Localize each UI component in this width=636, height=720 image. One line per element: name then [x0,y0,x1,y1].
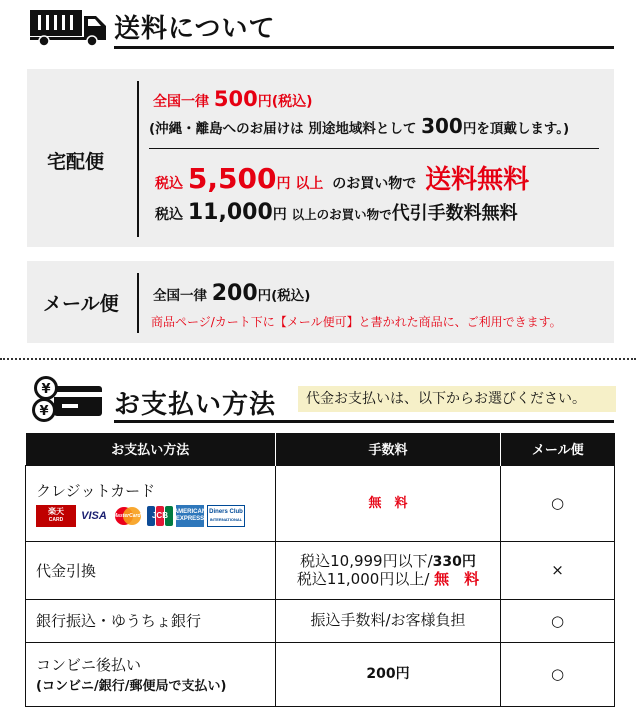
mail-available-mark: ○ [501,599,615,642]
fee-line [276,553,500,571]
fee-cell: 振込手数料/お客様負担 [276,599,501,642]
svg-text:¥: ¥ [41,382,51,397]
method-name: クレジットカード [36,481,156,500]
table-row [26,541,615,599]
fee-cell: 無 料 [276,465,501,541]
free-shipping-label: 送料無料 [425,165,530,195]
cod-prefix: 税込 [155,207,183,223]
payment-title: お支払い方法 [114,390,277,420]
rate-unit: 円 [257,94,272,110]
table-header-row [26,433,615,465]
remote-text-before: (沖縄・離島へのお届けは 別途地域料として [149,121,417,137]
free-shipping-line [155,159,529,196]
fee-free-label: 無 料 [434,569,480,588]
cod-fee-free-label: 代引手数料無料 [391,203,518,224]
method-name: 銀行振込・ゆうちょ銀行 [26,599,276,642]
cod-free-line [155,199,518,225]
mail-delivery-label: メール便 [43,293,119,315]
card-brand-list [36,505,275,527]
header-fee: 手数料 [276,433,501,465]
method-name: 代金引換 [26,541,276,599]
free-purchase: のお買い物で [332,176,417,192]
payment-title-underline [114,420,614,423]
divider [137,81,139,237]
jcb-logo [147,505,173,527]
shipping-title: 送料について [114,14,276,44]
rate-tax: (税込) [271,288,311,304]
shipping-title-underline [114,46,614,49]
rakuten-card-logo [36,505,76,527]
mastercard-logo [112,505,144,527]
rate-unit: 円 [257,288,272,304]
mail-available-mark: ○ [501,465,615,541]
coins-card-icon [30,374,106,424]
divider [137,273,139,333]
rate-prefix: 全国一律 [153,288,207,304]
home-delivery-box [27,69,614,247]
method-cell [26,642,276,706]
fee-cell: 200円 [276,642,501,706]
home-delivery-label: 宅配便 [47,151,105,173]
rakuten-card-name: 楽天 [48,506,64,516]
inner-divider [149,148,599,149]
free-prefix: 税込 [155,176,183,192]
remote-area-note [149,114,569,138]
fee-cell [276,541,501,599]
amex-name: AMERICAN EXPRESS [173,508,207,522]
rate-tax: (税込) [271,94,313,110]
mail-available-mark: ○ [501,642,615,706]
header-mail: メール便 [501,433,615,465]
table-row [26,642,615,706]
method-subnote: (コンビニ/銀行/郵便局で支払い) [36,679,227,694]
rate-amount: 500 [213,87,258,111]
free-above: 以上 [295,176,324,192]
fee-condition: 税込10,999円以下/ [300,551,433,570]
header-method: お支払い方法 [26,433,276,465]
rate-amount: 200 [211,281,258,306]
fee-line [276,571,500,588]
section-separator [0,358,636,360]
diners-club-logo [207,505,245,527]
remote-text-after: 円を頂戴します。) [462,121,570,137]
remote-amount: 300 [421,114,463,138]
home-rate-line [153,87,313,111]
fee-amount: 330円 [432,553,476,570]
payment-table [25,433,615,707]
diners-name: Diners Club [209,508,243,515]
free-amount: 5,500 [187,162,277,195]
mail-rate-line [153,281,310,306]
cod-amount: 11,000 [187,200,273,225]
rakuten-card-subtext: CARD [48,516,64,523]
method-cell [26,465,276,541]
amex-logo [173,505,207,527]
svg-text:¥: ¥ [39,404,49,419]
jcb-name: JCB [151,511,168,520]
visa-logo: VISA [81,509,107,522]
truck-icon [30,10,108,46]
cod-purchase: 以上のお買い物で [291,207,392,222]
diners-subtext: INTERNATIONAL [209,516,243,522]
rate-prefix: 全国一律 [153,94,209,110]
cod-unit: 円 [272,207,287,223]
mail-unavailable-mark: × [501,541,615,599]
free-unit: 円 [276,176,291,192]
payment-header [30,370,616,430]
fee-condition: 税込11,000円以上/ [296,569,430,588]
method-name: コンビニ後払い [36,656,142,674]
mail-delivery-note: 商品ページ/カート下に【メール便可】と書かれた商品に、ご利用できます。 [151,315,562,329]
mastercard-name: MasterCard [113,512,141,519]
shipping-header [30,6,616,50]
payment-note: 代金お支払いは、以下からお選びください。 [298,386,616,412]
table-row [26,599,615,642]
table-row [26,465,615,541]
mail-delivery-box [27,261,614,343]
